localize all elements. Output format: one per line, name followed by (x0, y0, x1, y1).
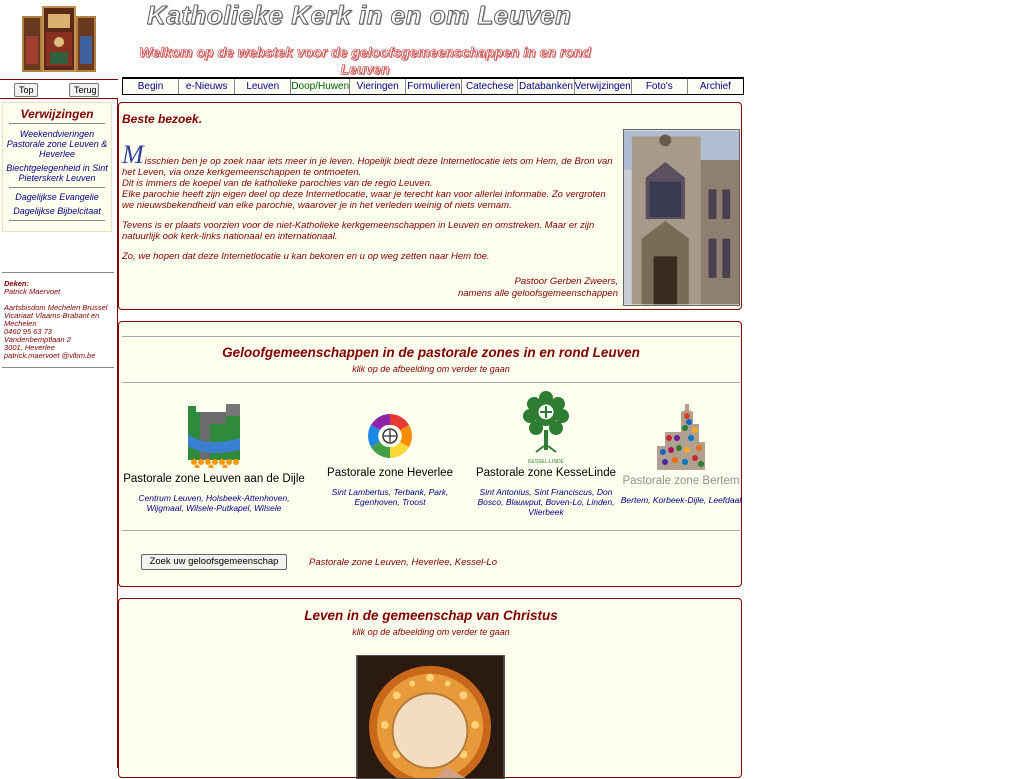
signature-role: namens alle geloofsgemeenschappen (457, 288, 618, 299)
zone-leuven-name[interactable]: Pastorale zone Leuven aan de Dijle (123, 473, 305, 485)
zones-panel (118, 321, 742, 587)
nav-archief[interactable]: Archief (699, 81, 731, 92)
welcome-text (122, 140, 618, 271)
zones-title: Geloofgemeenschappen in de pastorale zones in en rond Leuven (222, 345, 640, 360)
zone-kesselinde[interactable] (473, 390, 619, 517)
dean-name: Patrick Maervoet (4, 287, 61, 296)
dean-divider-bottom (2, 367, 114, 368)
zone-kesselinde-parishes[interactable]: Sint Antonius, Sint Franciscus, Don Bosco, Blauwput, Boven-Lo, Linden, Vlierbeek (477, 487, 615, 517)
dean-label: Deken: (4, 279, 30, 288)
dean-vicariate: Vicariaat Vlaams-Brabant en Mechelen (4, 311, 100, 328)
divider (122, 530, 740, 531)
zone-leuven-logo[interactable] (186, 404, 242, 468)
site-subtitle: Welkom op de webstek voor de geloofsgemeenschappen in en rond Leuven (139, 44, 591, 77)
welcome-p1: isschien ben je op zoek naar iets meer in je leven. Hopelijk biedt deze Internetlocatie iets om Hem, de Bron van het Leven, via onze kerkgemeenschappen te ontmoeten. (122, 156, 613, 178)
back-button[interactable]: Terug (69, 83, 99, 97)
links-box (2, 102, 112, 232)
sidebar-link-weekendvieringen[interactable]: Weekendvieringen Pastorale zone Leuven & Heverlee (6, 129, 108, 159)
zone-heverlee-logo[interactable] (364, 410, 416, 462)
welcome-p1c: Elke parochie heeft zijn eigen deel op deze Internetlocatie, waar je terecht kan voor allerlei informatie. Zo vergroten we nieuwsbekendheid van elke parochie, waarover je in het verleden weinig of niets vernam. (122, 189, 606, 211)
life-subtitle: klik op de afbeelding om verder te gaan (352, 627, 510, 637)
sidebar-separator (9, 187, 105, 188)
zone-bertem-parishes[interactable]: Bertem, Korbeek-Dijle, Leefdaal (620, 495, 742, 505)
nav-leuven[interactable]: Leuven (235, 79, 291, 94)
dean-divider-top (2, 272, 114, 273)
nav-fotos[interactable]: Foto's (632, 79, 688, 94)
welcome-p3: Zo, we hopen dat deze Internetlocatie u kan bekoren en u op weg zetten naar Hem toe. (122, 251, 490, 262)
nav-catechese[interactable]: Catechese (462, 79, 518, 94)
triptych-logo[interactable] (22, 6, 96, 72)
find-community-text: Pastorale zone Leuven, Heverlee, Kessel-Lo (309, 557, 498, 568)
life-title: Leven in de gemeenschap van Christus (304, 608, 558, 623)
divider (122, 336, 740, 337)
sidebar-title: Verwijzingen (9, 107, 105, 124)
zone-heverlee-name[interactable]: Pastorale zone Heverlee (327, 467, 453, 479)
zone-kesselinde-name[interactable]: Pastorale zone KesseLinde (475, 467, 616, 479)
sidebar-separator (9, 220, 105, 221)
drop-cap: M (122, 140, 144, 169)
dean-phone: 0460 95 63 73 (4, 327, 52, 336)
zone-heverlee-parishes[interactable]: Sint Lambertus, Terbank, Park, Egenhoven, Troost (331, 487, 449, 507)
monstrance-image[interactable] (356, 655, 505, 779)
dean-org: Aartsbisdom Mechelen Brussel (4, 303, 108, 312)
sidebar-link-biechtgelegenheid[interactable]: Biechtgelegenheid in Sint Pieterskerk Leuven (6, 163, 108, 183)
page-button-bar (0, 79, 118, 99)
welcome-p2: Tevens is er plaats voorzien voor de niet-Katholieke kerkgemeenschappen in Leuven en omstreken. Maar er zijn natuurlijk ook kerk-links nationaal en internationaal. (122, 220, 595, 242)
zone-leuven-parishes[interactable]: Centrum Leuven, Holsbeek-Attenhoven, Wijgmaal, Wilsele-Putkapel, Wilsele (138, 493, 290, 513)
nav-vieringen[interactable]: Vieringen (350, 79, 406, 94)
nav-formulieren[interactable]: Formulieren (407, 81, 461, 92)
zone-heverlee[interactable] (315, 410, 465, 507)
nav-verwijzingen[interactable]: Verwijzingen (574, 81, 631, 92)
welcome-panel (118, 102, 742, 310)
sidebar-link-evangelie[interactable]: Dagelijkse Evangelie (15, 192, 99, 202)
zone-bertem-name[interactable]: Pastorale zone Bertem (622, 475, 740, 487)
dean-city: 3001, Heverlee (4, 343, 55, 352)
zone-kesselinde-logo-text: KESSEL-LINDE (528, 459, 564, 465)
zone-kesselinde-logo[interactable] (522, 390, 570, 458)
zone-leuven[interactable] (121, 404, 307, 513)
divider (122, 382, 740, 383)
site-title: Katholieke Kerk in en om Leuven (147, 0, 572, 30)
dean-contact (4, 280, 114, 360)
nav-begin[interactable]: Begin (123, 79, 179, 94)
welcome-title: Beste bezoek. (122, 112, 203, 126)
nav-doop-huwen[interactable]: Doop/Huwen (291, 81, 350, 92)
church-photo (623, 129, 740, 306)
signature (458, 276, 618, 300)
zone-bertem[interactable] (619, 402, 743, 505)
nav-e-nieuws[interactable]: e-Nieuws (179, 79, 235, 94)
main-nav (122, 77, 744, 95)
top-button[interactable]: Top (14, 83, 38, 97)
signature-name: Pastoor Gerben Zweers, (514, 276, 618, 287)
dean-street: Vandenbemptlaan 2 (4, 335, 71, 344)
find-community-button[interactable]: Zoek uw geloofsgemeenschap (141, 554, 287, 570)
zone-bertem-logo[interactable] (655, 402, 707, 470)
sidebar-link-bijbelcitaat[interactable]: Dagelijkse Bijbelcitaat (13, 206, 101, 216)
zones-subtitle: klik op de afbeelding om verder te gaan (352, 364, 510, 374)
life-panel (118, 598, 742, 778)
welcome-p1b: Dit is immers de koepel van de katholieke parochies van de regio Leuven. (122, 178, 433, 189)
nav-databanken[interactable]: Databanken (519, 81, 573, 92)
sidebar (0, 102, 112, 232)
dean-email[interactable]: patrick.maervoet @vlbm.be (4, 351, 96, 360)
